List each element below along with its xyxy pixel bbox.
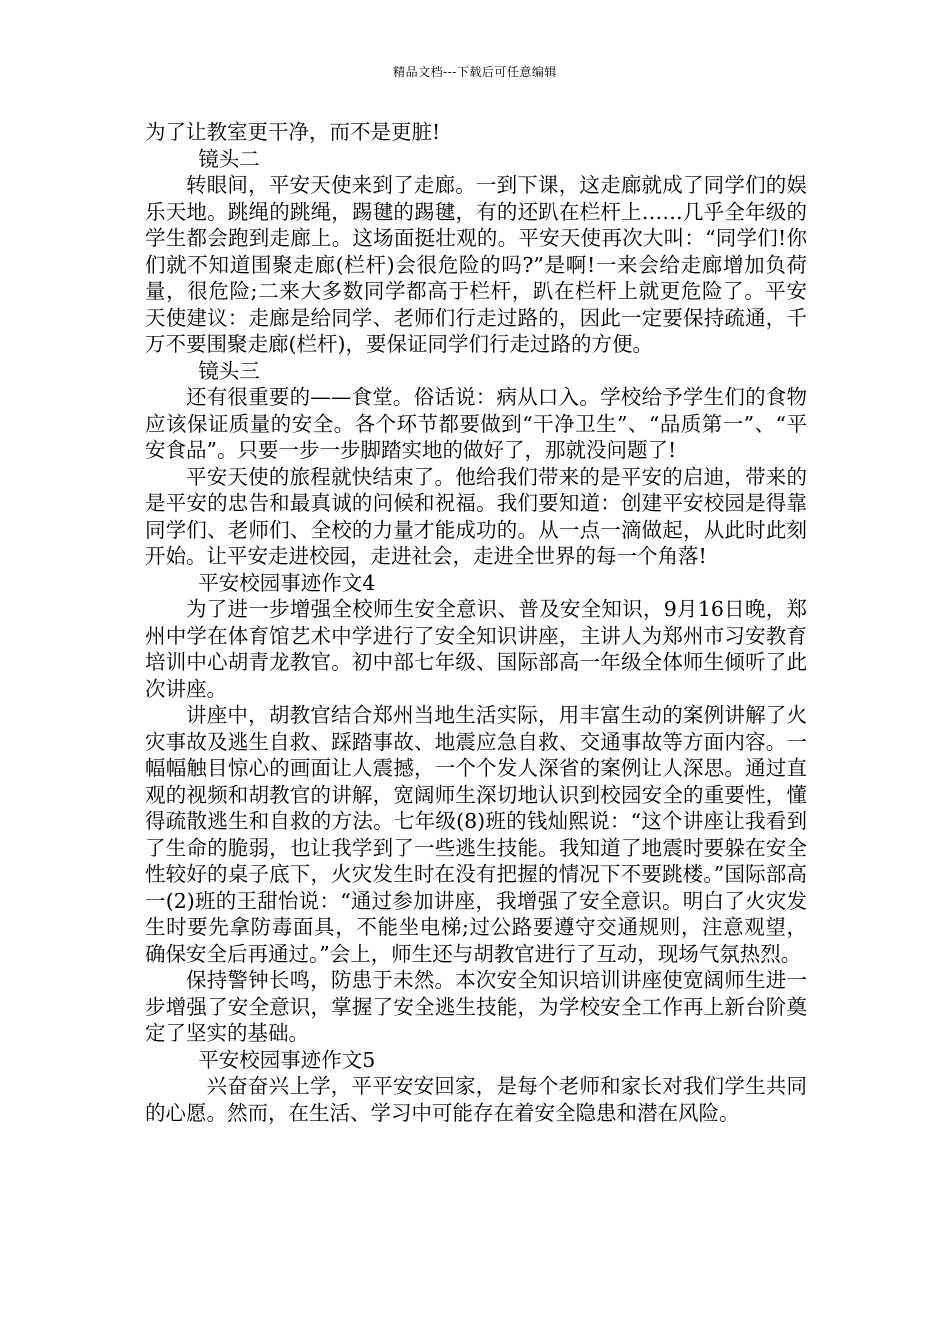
paragraph-lecture-content: 讲座中，胡教官结合郑州当地生活实际，用丰富生动的案例讲解了火灾事故及逃生自救、踩踏事故、地震应急自救、交通事故等方面内容。一幅幅触目惊心的画面让人震撼，一个个发人深省的案例让人深思。通过直观的视频和胡教官的讲解，宽阔师生深切地认识到校园安全的重要性，懂得疏散逃生和自救的方法。七年级(8)班的钱灿熙说：“这个讲座让我看到了生命的脆弱，也让我学到了一些逃生技能。我知道了地震时要躲在安全性较好的桌子底下，火灾发生时在没有把握的情况下不要跳楼。”国际部高一(2)班的王甜怡说：“通过参加讲座，我增强了安全意识。明白了火灾发生时要先拿防毒面具，不能坐电梯;过公路要遵守交通规则，注意观望，确保安全后再通过。”会上，师生还与胡教官进行了互动，现场气氛热烈。 [145,703,807,966]
page-header: 精品文档---下载后可任意编辑 [393,65,557,79]
document-body [145,119,807,1126]
paragraph-corridor: 转眼间，平安天使来到了走廊。一到下课，这走廊就成了同学们的娱乐天地。跳绳的跳绳，踢毽的踢毽，有的还趴在栏杆上……几乎全年级的学生都会跑到走廊上。这场面挺壮观的。平安天使再次大叫：“同学们!你们就不知道围聚走廊(栏杆)会很危险的吗?”是啊!一来会给走廊增加负荷量，很危险;二来大多数同学都高于栏杆，趴在栏杆上就更危险了。平安天使建议：走廊是给同学、老师们行走过路的，因此一定要保持疏通，千万不要围聚走廊(栏杆)，要保证同学们行走过路的方便。 [145,173,807,356]
paragraph-essay-5-intro: 兴奋奋兴上学，平平安安回家，是每个老师和家长对我们学生共同的心愿。然而，在生活、学习中可能存在着安全隐患和潜在风险。 [145,1074,807,1125]
section-heading-scene-three: 镜头三 [198,358,260,383]
essay-title-4: 平安校园事迹作文4 [198,570,376,595]
essay-title-5: 平安校园事迹作文5 [198,1047,376,1072]
paragraph-lecture-intro: 为了进一步增强全校师生安全意识、普及安全知识，9月16日晚，郑州中学在体育馆艺术中学进行了安全知识讲座，主讲人为郑州市习安教育培训中心胡青龙教官。初中部七年级、国际部高一年级全体师生倾听了此次讲座。 [145,597,807,701]
paragraph-intro-end: 为了让教室更干净，而不是更脏! [145,120,441,144]
paragraph-journey-end: 平安天使的旅程就快结束了。他给我们带来的是平安的启迪，带来的是平安的忠告和最真诚的问候和祝福。我们要知道：创建平安校园是得靠同学们、老师们、全校的力量才能成功的。从一点一滴做起，从此时此刻开始。让平安走进校园，走进社会，走进全世界的每一个角落! [145,464,807,568]
paragraph-lecture-summary: 保持警钟长鸣，防患于未然。本次安全知识培训讲座使宽阔师生进一步增强了安全意识，掌握了安全逃生技能，为学校安全工作再上新台阶奠定了坚实的基础。 [145,968,807,1045]
paragraph-canteen: 还有很重要的——食堂。俗话说：病从口入。学校给予学生们的食物应该保证质量的安全。各个环节都要做到“干净卫生”、“品质第一”、“平安食品”。只要一步一步脚踏实地的做好了，那就没问题了! [145,385,807,462]
section-heading-scene-two: 镜头二 [198,146,260,171]
